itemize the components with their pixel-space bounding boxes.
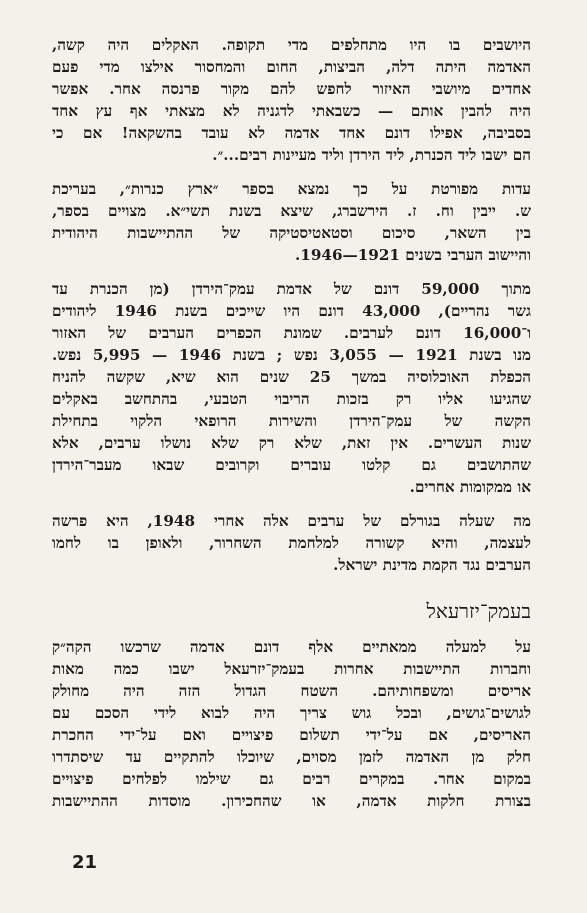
text-line: בין השאר, סיכום וסטאטיסטיקה של ההתיישבות היהודית bbox=[52, 224, 531, 242]
text-line: על למעלה ממאתיים אלף דונם אדמה שרכשו הקה״ק bbox=[52, 638, 531, 656]
text-line: מנו בשנת 1921 — 3,055 נפש ; בשנת 1946 — 5,995 נפש. bbox=[52, 346, 531, 364]
text-line: שהגיעו אליו רק בזכות הריבוי הטבעי, בהתחשב באקלים bbox=[52, 390, 531, 408]
text-line: האריסים, אם על־ידי תשלום פיצויים ואם על־ידי החכרת bbox=[52, 726, 531, 744]
text-line: עדות מפורטת על כך נמצא בספר ״ארץ כנרות״, בעריכת bbox=[52, 180, 531, 198]
text-line: שנות העשרים. אין זאת, שלא רק שלא נושלו ערבים, אלא bbox=[52, 434, 531, 452]
paragraph bbox=[52, 278, 531, 498]
text-line: וחברות התיישבות אחרות בעמק־יזרעאל ישבו כמה מאות bbox=[52, 660, 531, 678]
text-line: לעצמה, והיא קשורה למלחמת השחרור, ולאופן בו לחמו bbox=[52, 534, 531, 552]
text-line: או ממקומות אחרים. bbox=[409, 478, 531, 496]
text-line: היושבים בו היו מתחלפים מדי תקופה. האקלים היה קשה, bbox=[52, 36, 531, 54]
text-line: והיישוב הערבי בשנים 1921—1946. bbox=[294, 246, 531, 264]
text-line: הקשה של עמק־הירדן והשירות הרופאי הלקוי בתחילת bbox=[52, 412, 531, 430]
paragraph bbox=[52, 510, 531, 576]
text-line: הם ישבו ליד הכנרת, ליד הירדן וליד מעיינות רבים...״. bbox=[212, 146, 531, 164]
text-line: ש. ייבין וח. ז. הירשברג, שיצא בשנת תשי״א. מצויים בספר, bbox=[52, 202, 531, 220]
text-line: גשר נהריים), 43,000 דונם היו שייכים בשנת 1946 ליהודים bbox=[52, 302, 531, 320]
text-line: הכפלת האוכלוסיה במשך 25 שנים הוא שיא, שקשה להניח bbox=[52, 368, 531, 386]
text-line: הערבים נגד הקמת מדינת ישראל. bbox=[333, 556, 531, 574]
text-line: בצורת חלקות אדמה, או שהחכירון. מוסדות ההתיישבות bbox=[52, 792, 531, 810]
text-line: בסביבה, אפילו דונם אחד אדמה לא עובד בהשקאה! אם כי bbox=[52, 124, 531, 142]
text-line: היה להבין אותם — כשבאתי לדגניה לא מצאתי אף עץ אחד bbox=[52, 102, 531, 120]
text-line: ו־16,000 דונם לערבים. שמונת הכפרים הערבים של האזור bbox=[52, 324, 531, 342]
text-line: אריסים ומשפחותיהם. השטח הגדול הזה היה מחולק bbox=[52, 682, 531, 700]
paragraph bbox=[52, 178, 531, 266]
text-line: לגושים־גושים, ובכל גוש צריך היה לבוא לידי הסכם עם bbox=[52, 704, 531, 722]
text-line: אחדים מיושבי האיזור לחפש להם מקור פרנסה אחר. אפשר bbox=[52, 80, 531, 98]
body-text bbox=[52, 34, 531, 576]
text-line: שהתושבים גם קלטו עוברים וקרובים שבאו מעבר־הירדן bbox=[52, 456, 531, 474]
text-line: חלק מן האדמה לזמן מסוים, שיוכלו להתקיים עד שיסתדרו bbox=[52, 748, 531, 766]
text-line: במקום אחר. במקרים רבים גם שילמו לפלחים פיצויים bbox=[52, 770, 531, 788]
text-line: מה שעלה בגורלם של ערבים אלה אחרי 1948, היא פרשה bbox=[52, 512, 531, 530]
text-line: מתוך 59,000 דונם של אדמת עמק־הירדן (מן הכנרת עד bbox=[52, 280, 531, 298]
section-heading: בעמק־יזרעאל bbox=[426, 599, 531, 623]
section-text bbox=[52, 636, 531, 812]
page-number: 21 bbox=[72, 852, 98, 873]
paragraph bbox=[52, 34, 531, 166]
paragraph bbox=[52, 636, 531, 812]
text-line: האדמה היתה דלה, הביצות, החום והמחסור אילצו מדי פעם bbox=[52, 58, 531, 76]
